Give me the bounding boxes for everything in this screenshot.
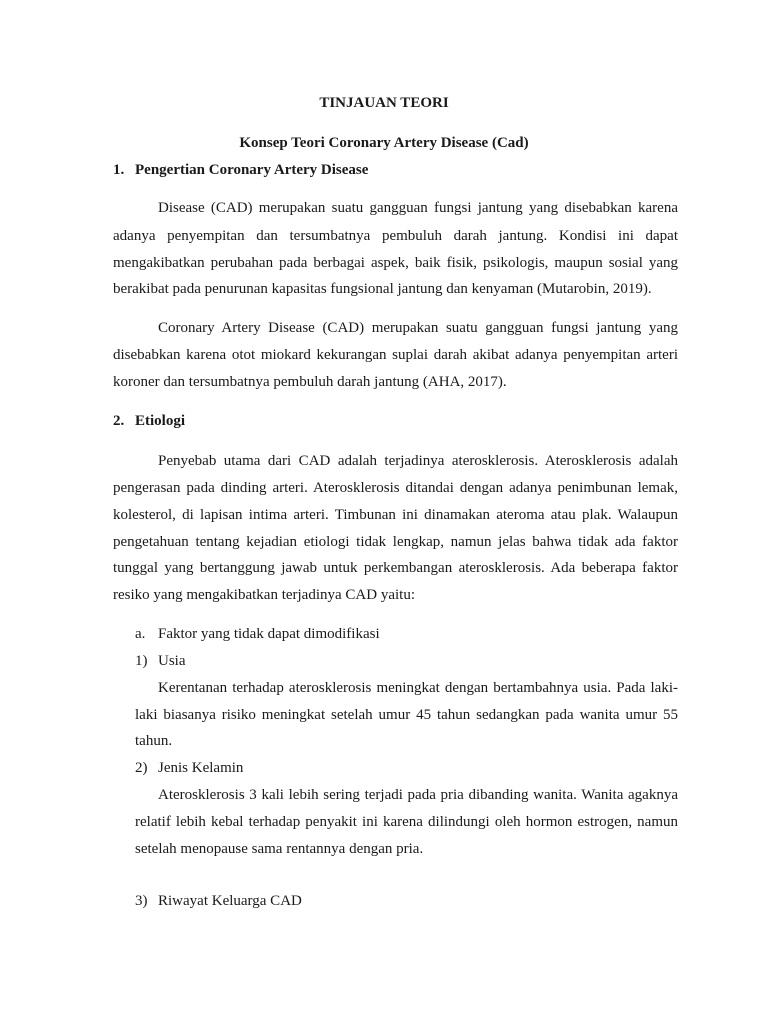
section-2-heading: Etiologi bbox=[135, 413, 186, 429]
list-a-label: Faktor yang tidak dapat dimodifikasi bbox=[158, 626, 380, 642]
item-3-marker: 3) bbox=[135, 893, 148, 909]
s2-p1-line-2: pengerasan pada dinding arteri. Aterosklerosis ditandai dengan adanya penimbunan lemak, bbox=[113, 480, 678, 496]
item-2-line-2: relatif lebih kebal terhadap penyakit ini karena dilindungi oleh hormon estrogen, namun bbox=[135, 814, 678, 830]
item-1-line-3: tahun. bbox=[135, 733, 173, 749]
section-2-number: 2. bbox=[113, 413, 125, 429]
page-title: TINJAUAN TEORI bbox=[319, 95, 449, 111]
s1-p1-line-2: adanya penyempitan dan tersumbatnya pembuluh darah jantung. Kondisi ini dapat bbox=[113, 228, 678, 244]
item-1-line-1: Kerentanan terhadap aterosklerosis meningkat dengan bertambahnya usia. Pada laki- bbox=[158, 680, 678, 696]
s2-p1-line-5: tunggal yang bertanggung jawab untuk perkembangan aterosklerosis. Ada beberapa faktor bbox=[113, 560, 678, 576]
item-2-line-1: Aterosklerosis 3 kali lebih sering terjadi pada pria dibanding wanita. Wanita agaknya bbox=[158, 787, 678, 803]
item-1-line-2: laki biasanya risiko meningkat setelah umur 45 tahun sedangkan pada wanita umur 55 bbox=[135, 707, 678, 723]
s2-p1-line-6: resiko yang mengakibatkan terjadinya CAD yaitu: bbox=[113, 587, 415, 603]
s2-p1-line-3: kolesterol, di lapisan intima arteri. Timbunan ini dinamakan ateroma atau plak. Walaupun bbox=[113, 507, 678, 523]
item-2-label: Jenis Kelamin bbox=[158, 760, 244, 776]
s1-p1-line-1: Disease (CAD) merupakan suatu gangguan fungsi jantung yang disebabkan karena bbox=[158, 200, 678, 216]
page-subtitle: Konsep Teori Coronary Artery Disease (Cad) bbox=[239, 135, 529, 151]
s1-p1-line-3: mengakibatkan perubahan pada berbagai aspek, baik fisik, psikologis, maupun sosial yang bbox=[113, 255, 678, 271]
section-1-number: 1. bbox=[113, 162, 125, 178]
s1-p2-line-2: disebabkan karena otot miokard kekurangan suplai darah akibat adanya penyempitan arteri bbox=[113, 347, 678, 363]
s2-p1-line-4: pengetahuan tentang kejadian etiologi tidak lengkap, namun jelas bahwa tidak ada faktor bbox=[113, 534, 678, 550]
list-a-marker: a. bbox=[135, 626, 146, 642]
item-3-label: Riwayat Keluarga CAD bbox=[158, 893, 302, 909]
s1-p2-line-3: koroner dan tersumbatnya pembuluh darah jantung (AHA, 2017). bbox=[113, 374, 507, 390]
item-2-marker: 2) bbox=[135, 760, 148, 776]
s2-p1-line-1: Penyebab utama dari CAD adalah terjadinya aterosklerosis. Aterosklerosis adalah bbox=[158, 453, 678, 469]
section-1-heading: Pengertian Coronary Artery Disease bbox=[135, 162, 369, 178]
s1-p2-line-1: Coronary Artery Disease (CAD) merupakan suatu gangguan fungsi jantung yang bbox=[158, 320, 678, 336]
s1-p1-line-4: berakibat pada penurunan kapasitas fungsional jantung dan kenyaman (Mutarobin, 2019). bbox=[113, 281, 652, 297]
item-1-marker: 1) bbox=[135, 653, 148, 669]
item-1-label: Usia bbox=[158, 653, 186, 669]
item-2-line-3: setelah menopause sama rentannya dengan pria. bbox=[135, 841, 424, 857]
